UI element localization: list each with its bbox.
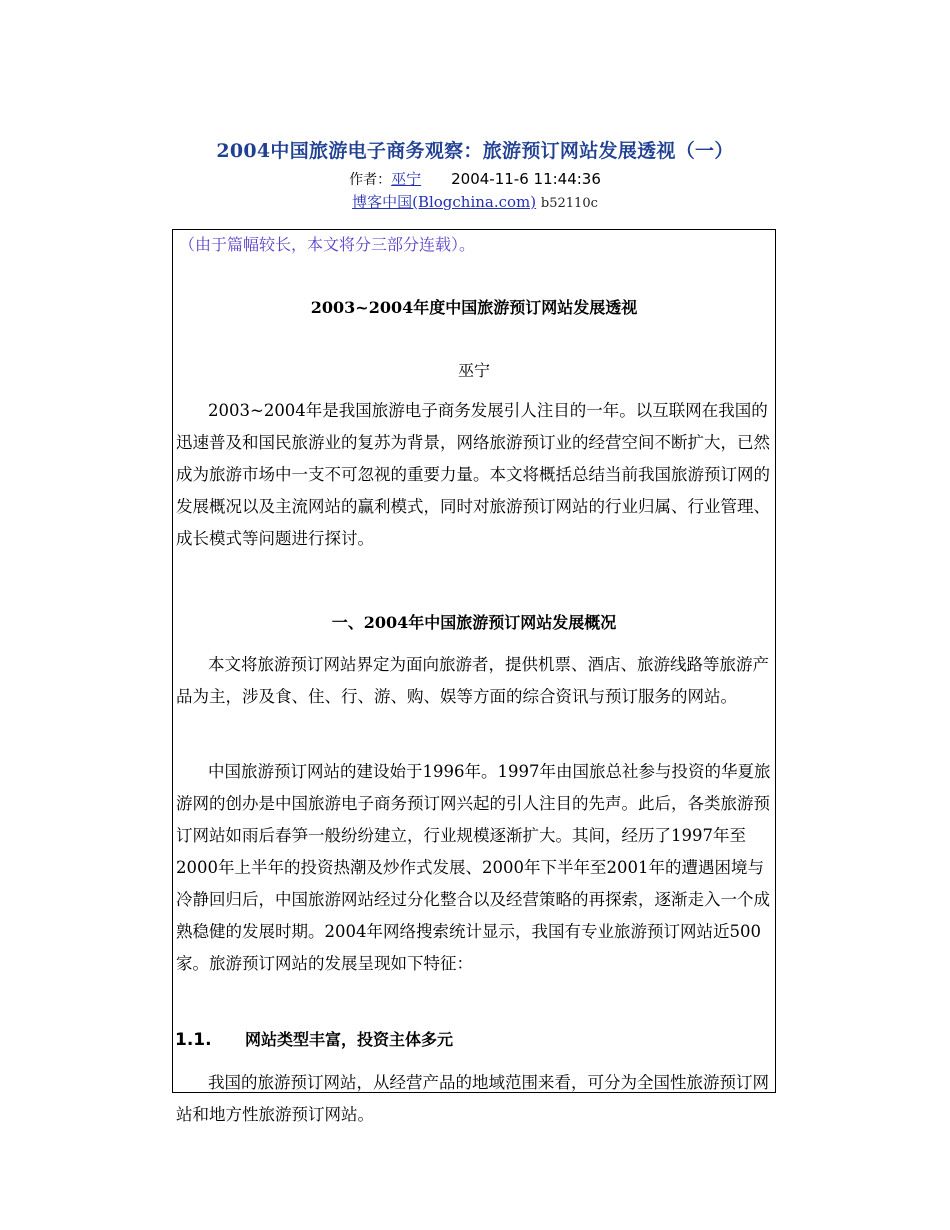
article-author: 巫宁: [457, 361, 490, 380]
definition-paragraph: 本文将旅游预订网站界定为面向旅游者，提供机票、酒店、旅游线路等旅游产品为主，涉及食、住、行、游、购、娱等方面的综合资讯与预订服务的网站。: [176, 655, 769, 706]
source-link[interactable]: 博客中国(Blogchina.com): [352, 193, 537, 211]
publish-date: 2004-11-6 11:44:36: [451, 170, 601, 188]
page-title: 2004中国旅游电子商务观察：旅游预订网站发展透视（一）: [216, 140, 734, 162]
subsection-heading: [175, 1027, 453, 1050]
section-heading: 一、2004年中国旅游预订网站发展概况: [331, 613, 617, 632]
author-link[interactable]: 巫宁: [391, 170, 422, 188]
intro-paragraph: 2003~2004年是我国旅游电子商务发展引人注目的一年。以互联网在我国的迅速普及和国民旅游业的复苏为背景，网络旅游预订业的经营空间不断扩大，已然成为旅游市场中一支不可忽视的重要力量。本文将概括总结当前我国旅游预订网的发展概况以及主流网站的赢利模式，同时对旅游预订网站的行业归属、行业管理、成长模式等问题进行探讨。: [176, 401, 770, 548]
source-code: b52110c: [540, 196, 598, 211]
article-frame: [172, 229, 776, 1124]
source-line: [0, 191, 950, 215]
article-title: 2003~2004年度中国旅游预订网站发展透视: [310, 298, 638, 317]
byline: [0, 168, 950, 191]
types-paragraph: 我国的旅游预订网站，从经营产品的地域范围来看，可分为全国性旅游预订网站和地方性旅游预订网站。: [176, 1073, 769, 1124]
subsection-title: 网站类型丰富，投资主体多元: [245, 1030, 454, 1049]
author-label: 作者：: [349, 172, 392, 188]
serialization-note: （由于篇幅较长，本文将分三部分连载）。: [179, 235, 476, 254]
subsection-number: 1.1.: [175, 1030, 212, 1050]
history-paragraph: 中国旅游预订网站的建设始于1996年。1997年由国旅总社参与投资的华夏旅游网的创办是中国旅游电子商务预订网兴起的引人注目的先声。此后，各类旅游预订网站如雨后春笋一般纷纷建立，行业规模逐渐扩大。其间，经历了1997年至2000年上半年的投资热潮及炒作式发展、2000年下半年至2001年的遭遇困境与冷静回归后，中国旅游网站经过分化整合以及经营策略的再探索，逐渐走入一个成熟稳健的发展时期。2004年网络搜索统计显示，我国有专业旅游预订网站近500家。旅游预订网站的发展呈现如下特征：: [176, 762, 771, 973]
article-meta: [0, 168, 950, 215]
